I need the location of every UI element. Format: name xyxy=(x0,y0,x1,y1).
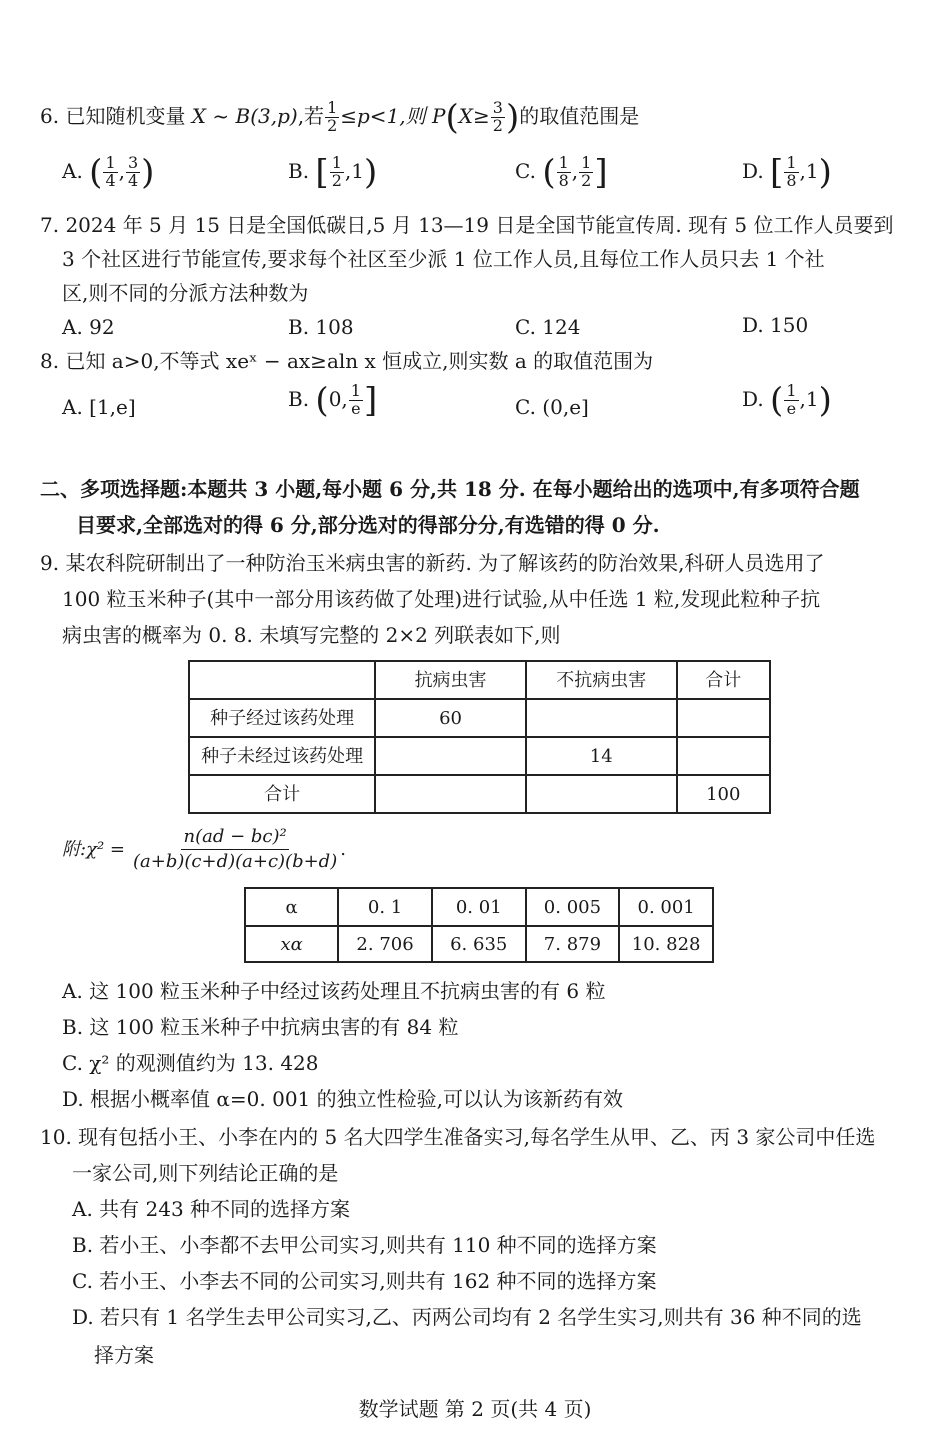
q9-option-d: D. 根据小概率值 α=0. 001 的独立性检验,可以认为该新药有效 xyxy=(62,1087,623,1111)
frac-den: 4 xyxy=(127,170,139,190)
q9-line-3: 病虫害的概率为 0. 8. 未填写完整的 2×2 列联表如下,则 xyxy=(62,623,561,647)
table-cell: 14 xyxy=(526,737,677,775)
bracket: ( xyxy=(89,152,103,193)
q9-option-a: A. 这 100 粒玉米种子中经过该药处理且不抗病虫害的有 6 粒 xyxy=(62,979,606,1003)
q10-option-c: C. 若小王、小李去不同的公司实习,则共有 162 种不同的选择方案 xyxy=(72,1269,657,1293)
table-cell: 种子未经过该药处理 xyxy=(189,737,375,775)
frac-num: 3 xyxy=(127,153,139,172)
bracket: ( xyxy=(542,152,556,193)
option-label: B. xyxy=(288,386,310,411)
q6-stem-text-d: 的取值范围是 xyxy=(519,103,640,128)
critical-value-table xyxy=(244,887,714,963)
table-cell: α xyxy=(245,888,338,926)
frac-den: e xyxy=(351,398,361,418)
frac-den: 2 xyxy=(327,115,338,135)
frac-den: 8 xyxy=(558,170,569,190)
formula-label: 附:χ² = xyxy=(62,839,125,861)
frac-num: 1 xyxy=(105,153,116,172)
q7-line-3: 区,则不同的分派方法种数为 xyxy=(62,281,309,305)
frac-num: 1 xyxy=(558,153,569,172)
q10-option-b: B. 若小王、小李都不去甲公司实习,则共有 110 种不同的选择方案 xyxy=(72,1233,657,1257)
formula-denominator: (a+b)(c+d)(a+c)(b+d) xyxy=(133,851,338,873)
table-cell xyxy=(375,775,526,813)
option-label: C. xyxy=(515,158,536,183)
fraction xyxy=(557,155,571,190)
bracket: [ xyxy=(315,152,329,193)
table-cell: 100 xyxy=(677,775,770,813)
table-cell: 2. 706 xyxy=(338,926,432,962)
q10-line-1: 10. 现有包括小王、小李在内的 5 名大四学生准备实习,每名学生从甲、乙、丙 3 家公司中任选 xyxy=(40,1125,876,1149)
table-cell: xα xyxy=(245,926,338,962)
frac-den: 4 xyxy=(105,170,116,190)
table-cell: 0. 1 xyxy=(338,888,432,926)
option-tail: ,1 xyxy=(799,386,819,411)
frac-num: 1 xyxy=(581,153,592,172)
bracket: ) xyxy=(818,152,832,193)
paren: ( xyxy=(445,97,459,138)
bracket: ) xyxy=(141,152,155,193)
fraction xyxy=(491,100,505,135)
table-row xyxy=(245,926,713,962)
contingency-table xyxy=(188,660,771,814)
table-cell: 7. 879 xyxy=(526,926,620,962)
fraction xyxy=(103,155,117,190)
q6-option-c: C. ( $\frac{1}{8}$ , $\frac{1}{2}$ ] xyxy=(515,152,608,193)
table-cell: 不抗病虫害 xyxy=(526,661,677,699)
fraction xyxy=(330,155,344,190)
table-cell: 抗病虫害 xyxy=(375,661,526,699)
table-row xyxy=(189,699,770,737)
section2-heading-cont: 目要求,全部选对的得 6 分,部分选对的得部分分,有选错的得 0 分. xyxy=(76,513,660,537)
bracket: ] xyxy=(363,380,378,421)
formula-numerator: n(ad − bc)² xyxy=(181,825,288,850)
q8-option-d xyxy=(742,380,832,421)
table-cell xyxy=(189,661,375,699)
q6-event: X≥ xyxy=(458,103,490,128)
table-cell xyxy=(526,775,677,813)
fraction xyxy=(579,155,593,190)
q9-option-c: C. χ² 的观测值约为 13. 428 xyxy=(62,1051,319,1075)
frac-num: 1 xyxy=(327,98,338,117)
chi-square-formula xyxy=(62,825,346,875)
option-label: D. xyxy=(742,386,764,411)
frac-num: 1 xyxy=(331,153,342,172)
table-cell xyxy=(677,737,770,775)
table-cell xyxy=(677,699,770,737)
fraction xyxy=(126,155,140,190)
table-cell: 0. 001 xyxy=(619,888,713,926)
bracket: ] xyxy=(594,152,608,193)
q9-line-2: 100 粒玉米种子(其中一部分用该药做了处理)进行试验,从中任选 1 粒,发现此粒种子抗 xyxy=(62,587,821,611)
table-cell: 0. 005 xyxy=(526,888,620,926)
q10-option-d-cont: 择方案 xyxy=(94,1343,154,1367)
frac-num: 1 xyxy=(350,381,361,400)
q8-option-a: A. [1,e] xyxy=(62,395,136,419)
bracket: ( xyxy=(770,380,784,421)
table-cell: 0. 01 xyxy=(432,888,526,926)
q8-option-b xyxy=(288,380,378,421)
q8-stem: 8. 已知 a>0,不等式 xeˣ − ax≥aln x 恒成立,则实数 a 的取值范围为 xyxy=(40,349,654,373)
option-label: B. xyxy=(288,158,310,183)
frac-num: 1 xyxy=(786,153,797,172)
fraction xyxy=(349,383,363,418)
frac-den: e xyxy=(786,398,797,418)
section2-heading: 二、多项选择题:本题共 3 小题,每小题 6 分,共 18 分. 在每小题给出的选项中,有多项符合题 xyxy=(40,477,860,501)
frac-den: 2 xyxy=(331,170,342,190)
table-cell xyxy=(526,699,677,737)
table-cell: 合计 xyxy=(677,661,770,699)
option-tail: ,1 xyxy=(799,158,819,183)
fraction xyxy=(784,383,798,418)
formula-end: . xyxy=(340,839,346,861)
table-cell: 10. 828 xyxy=(619,926,713,962)
formula-fraction xyxy=(131,825,339,875)
table-row xyxy=(189,737,770,775)
q6-option-d xyxy=(742,152,832,193)
q7-line-2: 3 个社区进行节能宣传,要求每个社区至少派 1 位工作人员,且每位工作人员只去 1 个社 xyxy=(62,247,825,271)
frac-num: 1 xyxy=(786,381,797,400)
fraction xyxy=(784,155,798,190)
table-cell: 种子经过该药处理 xyxy=(189,699,375,737)
q6-stem-text: 6. 已知随机变量 xyxy=(40,103,192,128)
q10-option-d: D. 若只有 1 名学生去甲公司实习,乙、丙两公司均有 2 名学生实习,则共有 36 种不同的选 xyxy=(72,1305,862,1329)
table-cell xyxy=(375,737,526,775)
frac-den: 8 xyxy=(786,170,797,190)
page-footer: 数学试题 第 2 页(共 4 页) xyxy=(358,1397,592,1421)
bracket: [ xyxy=(770,152,784,193)
q7-line-1: 7. 2024 年 5 月 15 日是全国低碳日,5 月 13—19 日是全国节能宣传周. 现有 5 位工作人员要到 xyxy=(40,213,894,237)
q6-stem xyxy=(40,97,640,138)
paren: ) xyxy=(505,97,520,138)
q7-option-b: B. 108 xyxy=(288,315,354,339)
option-label: D. xyxy=(742,158,764,183)
table-cell: 合计 xyxy=(189,775,375,813)
table-row xyxy=(189,775,770,813)
q9-line-1: 9. 某农科院研制出了一种防治玉米病虫害的新药. 为了解该药的防治效果,科研人员选用了 xyxy=(40,551,825,575)
q6-stem-text-b: ,若 xyxy=(297,103,325,128)
q7-option-c: C. 124 xyxy=(515,315,581,339)
q10-option-a: A. 共有 243 种不同的选择方案 xyxy=(72,1197,351,1221)
frac-num: 3 xyxy=(492,98,503,117)
table-cell: 6. 635 xyxy=(432,926,526,962)
q9-option-b: B. 这 100 粒玉米种子中抗病虫害的有 84 粒 xyxy=(62,1015,459,1039)
table-cell: 60 xyxy=(375,699,526,737)
bracket: ) xyxy=(818,380,832,421)
frac-den: 2 xyxy=(492,115,503,135)
q6-stem-text-c: ≤p<1,则 xyxy=(340,103,433,128)
q6-distribution: X ~ B(3,p) xyxy=(191,103,298,128)
table-row xyxy=(189,661,770,699)
q10-line-2: 一家公司,则下列结论正确的是 xyxy=(72,1161,339,1185)
q6-prob-symbol: P xyxy=(432,103,446,128)
q6-option-b xyxy=(288,152,378,193)
frac-den: 2 xyxy=(581,170,592,190)
q8-option-c: C. (0,e] xyxy=(515,395,589,419)
table-row xyxy=(245,888,713,926)
fraction xyxy=(325,100,339,135)
q6-option-a: A. ( $\frac{1}{4}$ , $\frac{3}{4}$ ) xyxy=(62,152,155,193)
q7-option-d: D. 150 xyxy=(742,313,809,337)
option-tail: ,1 xyxy=(344,158,364,183)
option-label: A. xyxy=(62,158,83,183)
bracket: ( xyxy=(315,380,329,421)
q7-option-a: A. 92 xyxy=(62,315,115,339)
option-pre: 0, xyxy=(328,386,348,411)
bracket: ) xyxy=(363,152,378,193)
